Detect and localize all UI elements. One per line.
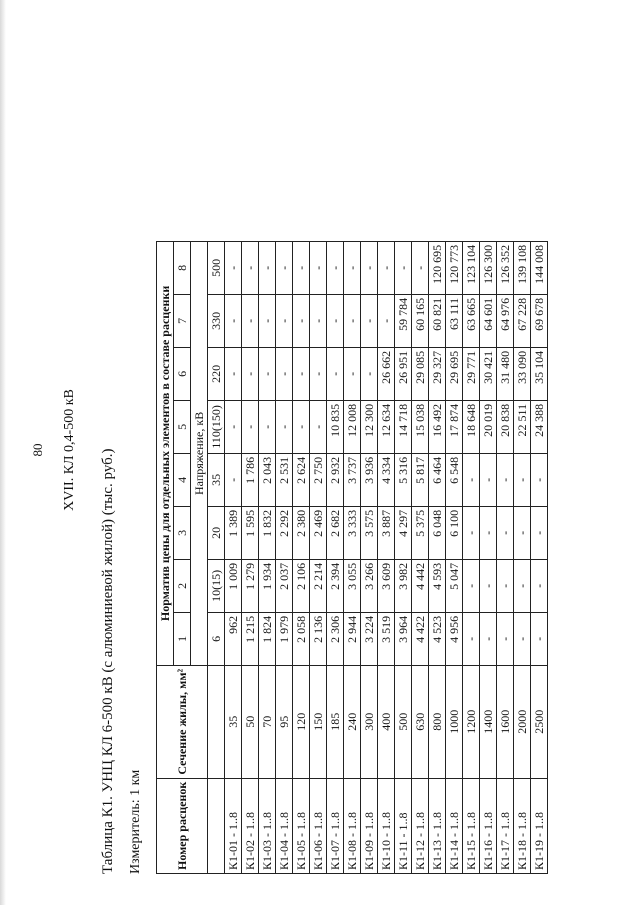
rate-code: К1-12 - 1..8 xyxy=(412,778,429,873)
price-cell: 20 019 xyxy=(480,400,497,453)
price-cell: 3 964 xyxy=(395,612,412,665)
table-row xyxy=(446,241,463,873)
price-table xyxy=(156,241,548,874)
price-cell: 126 352 xyxy=(497,241,514,294)
price-cell: - xyxy=(293,400,310,453)
price-cell: 2 750 xyxy=(310,453,327,506)
column-number: 7 xyxy=(174,294,191,347)
price-cell: 18 648 xyxy=(463,400,480,453)
rate-code: К1-15 - 1..8 xyxy=(463,778,480,873)
price-cell: - xyxy=(327,241,344,294)
cross-section: 800 xyxy=(429,665,446,778)
price-cell: 59 784 xyxy=(395,294,412,347)
price-cell: - xyxy=(514,453,531,506)
price-cell: 2 394 xyxy=(327,559,344,612)
price-cell: 15 038 xyxy=(412,400,429,453)
price-cell: - xyxy=(344,241,361,294)
price-cell: 962 xyxy=(225,612,242,665)
price-cell: 29 085 xyxy=(412,347,429,400)
price-cell: 29 771 xyxy=(463,347,480,400)
price-cell: 5 047 xyxy=(446,559,463,612)
price-cell: 10 835 xyxy=(327,400,344,453)
price-cell: 35 104 xyxy=(531,347,548,400)
price-cell: 4 422 xyxy=(412,612,429,665)
price-cell: - xyxy=(327,347,344,400)
price-cell: - xyxy=(463,506,480,559)
rate-code: К1-02 - 1..8 xyxy=(242,778,259,873)
price-cell: - xyxy=(463,453,480,506)
rate-code: К1-11 - 1..8 xyxy=(395,778,412,873)
price-cell: 1 824 xyxy=(259,612,276,665)
price-cell: 144 008 xyxy=(531,241,548,294)
price-cell: - xyxy=(480,506,497,559)
price-cell: 63 665 xyxy=(463,294,480,347)
price-cell: 4 523 xyxy=(429,612,446,665)
column-number: 1 xyxy=(174,612,191,665)
cross-section: 70 xyxy=(259,665,276,778)
price-cell: - xyxy=(225,347,242,400)
column-number: 8 xyxy=(174,241,191,294)
cross-section: 50 xyxy=(242,665,259,778)
column-number: 2 xyxy=(174,559,191,612)
rate-code: К1-07 - 1..8 xyxy=(327,778,344,873)
price-cell: - xyxy=(276,241,293,294)
price-cell: 33 090 xyxy=(514,347,531,400)
section-title: XVII. КЛ 0,4-500 кВ xyxy=(62,389,77,511)
price-cell: - xyxy=(378,294,395,347)
price-cell: 3 333 xyxy=(344,506,361,559)
price-cell: - xyxy=(276,294,293,347)
rate-code: К1-19 - 1..8 xyxy=(531,778,548,873)
price-cell: 139 108 xyxy=(514,241,531,294)
price-cell: 3 055 xyxy=(344,559,361,612)
price-cell: - xyxy=(361,241,378,294)
price-cell: 2 058 xyxy=(293,612,310,665)
price-cell: - xyxy=(514,612,531,665)
price-cell: 3 609 xyxy=(378,559,395,612)
price-cell: - xyxy=(259,400,276,453)
rate-code: К1-08 - 1..8 xyxy=(344,778,361,873)
table-row xyxy=(378,241,395,873)
price-cell: 2 531 xyxy=(276,453,293,506)
price-cell: 24 388 xyxy=(531,400,548,453)
rate-code: К1-05 - 1..8 xyxy=(293,778,310,873)
price-cell: 5 817 xyxy=(412,453,429,506)
price-cell: 1 979 xyxy=(276,612,293,665)
price-cell: - xyxy=(293,347,310,400)
price-cell: 2 380 xyxy=(293,506,310,559)
price-cell: 2 106 xyxy=(293,559,310,612)
price-cell: 1 832 xyxy=(259,506,276,559)
price-cell: - xyxy=(259,347,276,400)
cross-section: 300 xyxy=(361,665,378,778)
rate-code: К1-09 - 1..8 xyxy=(361,778,378,873)
cross-section: 240 xyxy=(344,665,361,778)
voltage-label: 110(150) xyxy=(208,400,225,453)
price-cell: 17 874 xyxy=(446,400,463,453)
voltage-header: Напряжение, кВ xyxy=(191,241,208,665)
price-cell: - xyxy=(497,559,514,612)
price-cell: 6 464 xyxy=(429,453,446,506)
price-cell: 64 976 xyxy=(497,294,514,347)
cross-section: 120 xyxy=(293,665,310,778)
price-cell: 4 442 xyxy=(412,559,429,612)
rate-code: К1-01 - 1..8 xyxy=(225,778,242,873)
price-cell: 69 678 xyxy=(531,294,548,347)
price-cell: 1 595 xyxy=(242,506,259,559)
price-cell: 31 480 xyxy=(497,347,514,400)
price-cell: 120 773 xyxy=(446,241,463,294)
table-row xyxy=(463,241,480,873)
table-row xyxy=(293,241,310,873)
rate-code: К1-13 - 1..8 xyxy=(429,778,446,873)
price-cell: 16 492 xyxy=(429,400,446,453)
table-row xyxy=(480,241,497,873)
cross-section: 1600 xyxy=(497,665,514,778)
rotated-page xyxy=(30,20,578,880)
price-cell: 1 934 xyxy=(259,559,276,612)
price-cell: - xyxy=(276,347,293,400)
rate-code: К1-06 - 1..8 xyxy=(310,778,327,873)
rate-code: К1-04 - 1..8 xyxy=(276,778,293,873)
table-caption: Таблица К1. УНЦ КЛ 6-500 кВ (с алюминиевой жилой) (тыс. руб.) xyxy=(100,448,116,874)
table-row xyxy=(497,241,514,873)
price-cell: 126 300 xyxy=(480,241,497,294)
rate-code: К1-03 - 1..8 xyxy=(259,778,276,873)
voltage-label: 6 xyxy=(208,612,225,665)
price-cell: - xyxy=(242,294,259,347)
price-cell: 2 682 xyxy=(327,506,344,559)
rate-code: К1-17 - 1..8 xyxy=(497,778,514,873)
blank-cell xyxy=(208,778,225,873)
price-cell: 2 214 xyxy=(310,559,327,612)
rate-code: К1-18 - 1..8 xyxy=(514,778,531,873)
price-cell: - xyxy=(480,612,497,665)
price-cell: - xyxy=(531,453,548,506)
price-cell: - xyxy=(412,241,429,294)
rate-code: К1-10 - 1..8 xyxy=(378,778,395,873)
price-cell: - xyxy=(378,241,395,294)
table-row xyxy=(344,241,361,873)
cross-section: 2000 xyxy=(514,665,531,778)
price-cell: - xyxy=(514,559,531,612)
voltage-label: 10(15) xyxy=(208,559,225,612)
cross-section: 1400 xyxy=(480,665,497,778)
table-row xyxy=(242,241,259,873)
price-cell: 64 601 xyxy=(480,294,497,347)
price-cell: - xyxy=(514,506,531,559)
price-cell: - xyxy=(361,294,378,347)
price-cell: - xyxy=(361,347,378,400)
price-cell: - xyxy=(242,347,259,400)
table-row xyxy=(259,241,276,873)
price-cell: 4 593 xyxy=(429,559,446,612)
column-number: 4 xyxy=(174,453,191,506)
price-cell: - xyxy=(531,506,548,559)
price-cell: - xyxy=(225,294,242,347)
price-cell: - xyxy=(531,559,548,612)
table-row xyxy=(412,241,429,873)
voltage-label: 35 xyxy=(208,453,225,506)
cross-section: 1200 xyxy=(463,665,480,778)
price-cell: 5 316 xyxy=(395,453,412,506)
voltage-label: 20 xyxy=(208,506,225,559)
column-number: 6 xyxy=(174,347,191,400)
price-cell: 63 111 xyxy=(446,294,463,347)
price-cell: 1 215 xyxy=(242,612,259,665)
price-cell: 2 944 xyxy=(344,612,361,665)
price-cell: 3 266 xyxy=(361,559,378,612)
cross-section: 500 xyxy=(395,665,412,778)
price-cell: 2 292 xyxy=(276,506,293,559)
group-header: Норматив цены для отдельных элементов в составе расценки xyxy=(157,241,174,665)
price-cell: - xyxy=(310,241,327,294)
price-cell: 4 297 xyxy=(395,506,412,559)
price-cell: 1 009 xyxy=(225,559,242,612)
price-cell: 2 306 xyxy=(327,612,344,665)
price-cell: - xyxy=(242,241,259,294)
col-code-header: Номер расценок xyxy=(157,778,208,873)
blank-cell xyxy=(208,665,225,778)
price-cell: - xyxy=(497,612,514,665)
price-cell: 14 718 xyxy=(395,400,412,453)
voltage-label: 330 xyxy=(208,294,225,347)
price-cell: - xyxy=(276,400,293,453)
table-row xyxy=(531,241,548,873)
price-cell: 2 469 xyxy=(310,506,327,559)
price-cell: 2 043 xyxy=(259,453,276,506)
price-cell: - xyxy=(293,294,310,347)
price-cell: 3 224 xyxy=(361,612,378,665)
cross-section: 400 xyxy=(378,665,395,778)
cross-section: 1000 xyxy=(446,665,463,778)
price-cell: 3 519 xyxy=(378,612,395,665)
table-row xyxy=(429,241,446,873)
price-cell: - xyxy=(327,294,344,347)
table-row xyxy=(361,241,378,873)
price-cell: 12 008 xyxy=(344,400,361,453)
price-cell: - xyxy=(310,347,327,400)
price-cell: 30 421 xyxy=(480,347,497,400)
price-cell: - xyxy=(259,294,276,347)
price-cell: 4 334 xyxy=(378,453,395,506)
col-section-header: Сечение жилы, мм² xyxy=(157,665,208,778)
cross-section: 95 xyxy=(276,665,293,778)
price-cell: 123 104 xyxy=(463,241,480,294)
price-cell: 1 786 xyxy=(242,453,259,506)
price-cell: - xyxy=(463,559,480,612)
rate-code: К1-16 - 1..8 xyxy=(480,778,497,873)
price-cell: 12 634 xyxy=(378,400,395,453)
price-cell: 26 662 xyxy=(378,347,395,400)
column-number: 3 xyxy=(174,506,191,559)
price-cell: 6 048 xyxy=(429,506,446,559)
table-row xyxy=(395,241,412,873)
scan-edge xyxy=(0,0,6,905)
price-cell: - xyxy=(225,453,242,506)
price-cell: - xyxy=(480,453,497,506)
price-cell: - xyxy=(259,241,276,294)
cross-section: 35 xyxy=(225,665,242,778)
price-cell: 22 511 xyxy=(514,400,531,453)
price-cell: 29 327 xyxy=(429,347,446,400)
price-cell: 3 737 xyxy=(344,453,361,506)
price-cell: 29 695 xyxy=(446,347,463,400)
price-cell: 2 136 xyxy=(310,612,327,665)
price-cell: 3 982 xyxy=(395,559,412,612)
price-cell: 1 279 xyxy=(242,559,259,612)
price-cell: 2 932 xyxy=(327,453,344,506)
price-cell: 6 100 xyxy=(446,506,463,559)
table-row xyxy=(327,241,344,873)
price-cell: 60 821 xyxy=(429,294,446,347)
price-cell: 6 548 xyxy=(446,453,463,506)
table-row xyxy=(276,241,293,873)
price-cell: 3 936 xyxy=(361,453,378,506)
cross-section: 185 xyxy=(327,665,344,778)
voltages-row xyxy=(208,241,225,873)
table-row xyxy=(514,241,531,873)
price-cell: 60 165 xyxy=(412,294,429,347)
price-cell: 2 037 xyxy=(276,559,293,612)
price-cell: 3 887 xyxy=(378,506,395,559)
price-cell: 120 695 xyxy=(429,241,446,294)
price-cell: - xyxy=(225,241,242,294)
units-label: Измеритель: 1 км xyxy=(128,769,143,874)
price-cell: 3 575 xyxy=(361,506,378,559)
cross-section: 2500 xyxy=(531,665,548,778)
table-row xyxy=(310,241,327,873)
price-cell: 12 300 xyxy=(361,400,378,453)
price-cell: - xyxy=(395,241,412,294)
price-cell: - xyxy=(344,347,361,400)
price-cell: 67 228 xyxy=(514,294,531,347)
voltage-label: 500 xyxy=(208,241,225,294)
price-cell: 2 624 xyxy=(293,453,310,506)
price-cell: 26 951 xyxy=(395,347,412,400)
price-cell: - xyxy=(225,400,242,453)
price-cell: - xyxy=(480,559,497,612)
price-cell: 5 375 xyxy=(412,506,429,559)
table-row xyxy=(225,241,242,873)
price-cell: - xyxy=(497,506,514,559)
price-cell: - xyxy=(463,612,480,665)
price-cell: - xyxy=(531,612,548,665)
price-cell: - xyxy=(344,294,361,347)
column-number: 5 xyxy=(174,400,191,453)
cross-section: 630 xyxy=(412,665,429,778)
price-cell: 1 389 xyxy=(225,506,242,559)
rate-code: К1-14 - 1..8 xyxy=(446,778,463,873)
page-number: 80 xyxy=(30,443,45,457)
table-body xyxy=(225,241,548,873)
cross-section: 150 xyxy=(310,665,327,778)
price-cell: - xyxy=(293,241,310,294)
price-cell: - xyxy=(497,453,514,506)
voltage-label: 220 xyxy=(208,347,225,400)
price-cell: - xyxy=(242,400,259,453)
price-cell: - xyxy=(310,294,327,347)
price-cell: - xyxy=(310,400,327,453)
price-cell: 4 956 xyxy=(446,612,463,665)
price-cell: 20 838 xyxy=(497,400,514,453)
